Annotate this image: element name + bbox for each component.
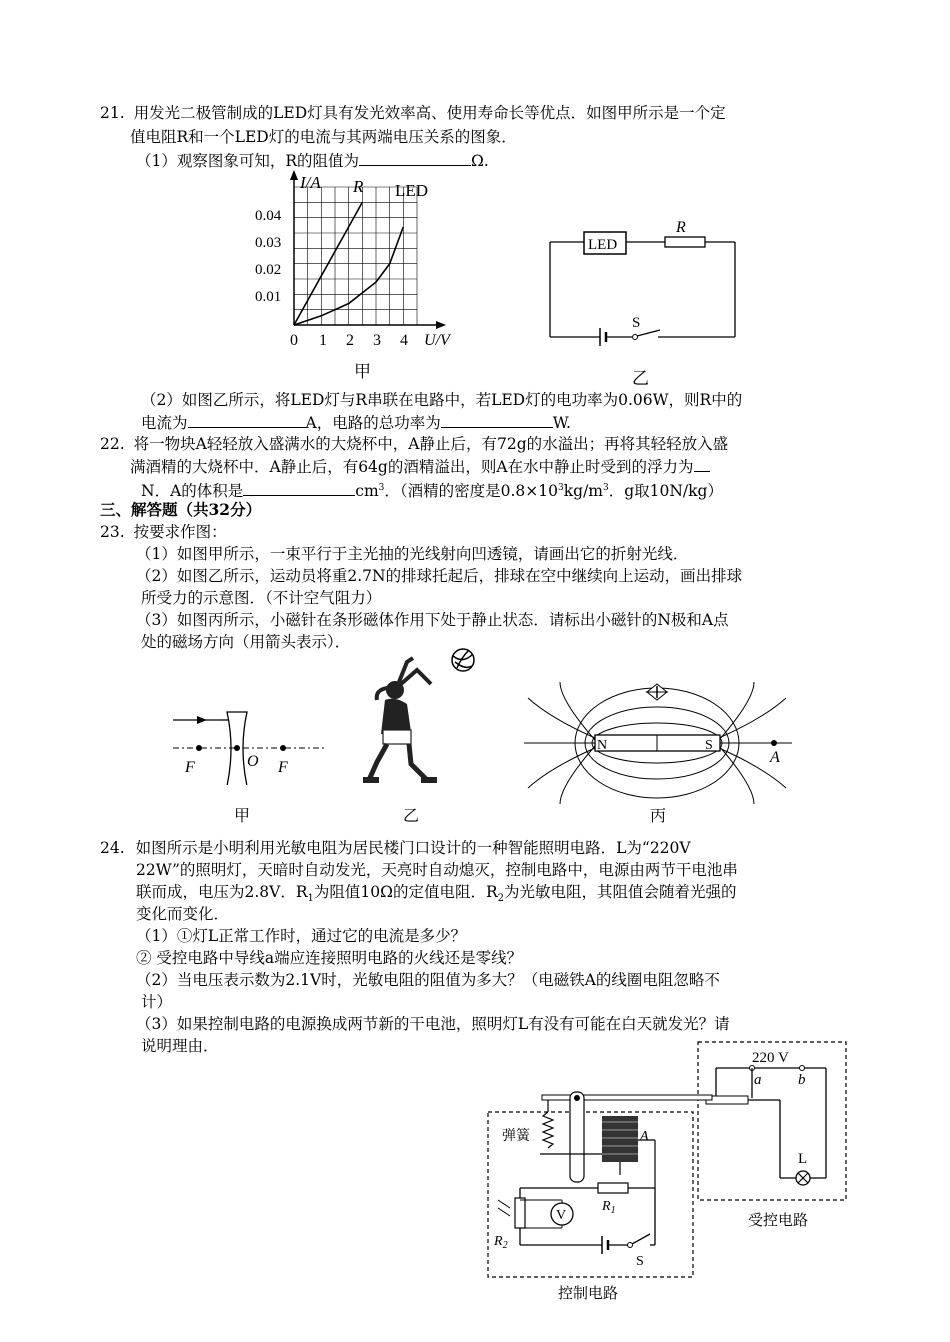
ponytail bbox=[377, 688, 387, 700]
x-axis-label: U/V bbox=[424, 332, 450, 349]
q24-line1 bbox=[100, 838, 691, 858]
curve-r-label: R bbox=[353, 177, 364, 196]
q22-text-3c: ．（酒精的密度是0.8×10 bbox=[384, 482, 559, 501]
graph-grid bbox=[294, 187, 417, 325]
q24-text-4: 变化而变化． bbox=[136, 905, 230, 923]
raised-arms bbox=[401, 670, 431, 684]
q23-line0 bbox=[100, 522, 227, 542]
q22-sup: 3 bbox=[558, 483, 564, 493]
origin-label: 0 bbox=[290, 332, 298, 349]
graph-caption: 甲 bbox=[354, 362, 371, 381]
circuit-caption: 乙 bbox=[632, 369, 649, 387]
terminal-b-label: b bbox=[798, 1072, 806, 1088]
q23-p1: （1）如图甲所示，一束平行于主光抽的光线射向凹透镜，请画出它的折射光线． bbox=[136, 545, 689, 563]
q22-line3 bbox=[141, 478, 723, 501]
switch-label: S bbox=[636, 1254, 644, 1269]
x-tick: 4 bbox=[400, 332, 408, 349]
r2-label: $R_2$ bbox=[494, 1234, 508, 1251]
q22-number: 22. bbox=[100, 435, 125, 453]
q23-p2-2: 所受力的示意图．（不计空气阻力） bbox=[141, 589, 382, 607]
answer-blank[interactable] bbox=[694, 456, 710, 472]
y-axis-arrow bbox=[290, 170, 298, 180]
magnet-label: A bbox=[640, 1129, 649, 1144]
q22-sup: 3 bbox=[602, 483, 609, 493]
electromagnet-a bbox=[602, 1116, 638, 1162]
circuit-yi bbox=[540, 212, 740, 387]
q22-text-1: 将一物块A轻轻放入盛满水的大烧杯中，A静止后，有72g的水溢出；再将其轻轻放入盛 bbox=[133, 435, 729, 453]
player-body bbox=[381, 699, 411, 734]
q23-p3-2: 处的磁场方向（用箭头表示）． bbox=[141, 633, 351, 651]
y-tick: 0.01 bbox=[255, 289, 282, 305]
voltage-label: 220 V bbox=[752, 1050, 789, 1066]
resistor-r1 bbox=[598, 1183, 628, 1193]
point-a-label: A bbox=[770, 749, 780, 766]
fig23-lens bbox=[165, 700, 330, 785]
section-3-title: 三、解答题（共32分） bbox=[100, 500, 262, 519]
q24-p3-2: 说明理由． bbox=[141, 1037, 219, 1055]
q21-part2-c: W. bbox=[552, 414, 571, 432]
q21-part2-1: （2）如图乙所示，将LED灯与R串联在电路中，若LED灯的电功率为0.06W，则R中的 bbox=[141, 391, 743, 409]
q22-text-2: 满酒精的大烧杯中．A静止后，有64g的酒精溢出，则A在水中静止时受到的浮力为 bbox=[130, 458, 694, 476]
x-tick: 2 bbox=[346, 332, 354, 349]
q21-stem-2: 值电阻R和一个LED灯的电流与其两端电压关系的图象． bbox=[130, 128, 517, 146]
q21-part2-a: 电流为 bbox=[141, 414, 188, 432]
q21-number: 21. bbox=[100, 104, 125, 122]
fig23-caption-bing: 丙 bbox=[650, 806, 667, 825]
q22-line2 bbox=[130, 456, 710, 477]
r-label: R bbox=[676, 219, 686, 236]
player-legs bbox=[369, 744, 427, 780]
pivot-post bbox=[570, 1092, 584, 1182]
light-arrows bbox=[498, 1200, 510, 1216]
resistor-r bbox=[665, 237, 705, 247]
q24-p2-2: 计） bbox=[141, 993, 173, 1011]
q24-text-2: 22W”的照明灯，天暗时自动发光，天亮时自动熄灭，控制电路中，电源由两节干电池串 bbox=[136, 861, 738, 879]
q21-part2-b: A，电路的总功率为 bbox=[305, 414, 441, 432]
q24-sub: 1 bbox=[307, 893, 314, 905]
o-label: O bbox=[247, 753, 259, 770]
spring bbox=[543, 1112, 553, 1148]
switch-s bbox=[632, 1234, 650, 1244]
optical-center bbox=[234, 745, 240, 751]
answer-blank[interactable] bbox=[188, 412, 306, 428]
q24-text-3a: 联而成，电压为2.8V．R bbox=[136, 883, 308, 901]
led-label: LED bbox=[588, 237, 618, 253]
q22-sup: 3 bbox=[378, 483, 385, 493]
q24-p2-1: （2）当电压表示数为2.1V时，光敏电阻的阻值为多大？（电磁铁A的线圈电阻忽略不 bbox=[136, 971, 720, 989]
ray-arrow bbox=[197, 716, 207, 724]
lamp-label: L bbox=[798, 1151, 808, 1167]
answer-blank[interactable] bbox=[359, 150, 471, 166]
graph-jia bbox=[250, 168, 470, 383]
y-tick: 0.03 bbox=[255, 235, 282, 251]
q22-text-3e: ．g取10N/kg） bbox=[608, 482, 723, 501]
f-right-label: F bbox=[278, 759, 288, 776]
q24-p1b: ② 受控电路中导线a端应连接照明电路的火线还是零线？ bbox=[136, 949, 523, 967]
q22-text-3d: kg/m bbox=[563, 482, 603, 501]
y-axis-label: I/A bbox=[300, 173, 321, 192]
point-a bbox=[771, 740, 777, 746]
f-left-label: F bbox=[185, 759, 195, 776]
photoresistor-r2 bbox=[515, 1198, 525, 1228]
q21-part2-2 bbox=[141, 412, 571, 433]
x-tick: 1 bbox=[319, 332, 327, 349]
y-tick: 0.02 bbox=[255, 262, 282, 278]
fig23-magnet bbox=[520, 680, 800, 805]
q22-text-3b: cm bbox=[355, 482, 379, 501]
focus-left bbox=[196, 745, 202, 751]
q22-text-3a: N．A的体积是 bbox=[141, 482, 244, 501]
q21-part1-unit: Ω. bbox=[471, 152, 489, 170]
x-axis-arrow bbox=[436, 321, 446, 329]
curve-led-label: LED bbox=[395, 181, 429, 200]
terminal-a-label: a bbox=[754, 1072, 762, 1088]
q23-p3-1: （3）如图丙所示，小磁针在条形磁体作用下处于静止状态．请标出小磁针的N极和A点 bbox=[136, 611, 729, 629]
q22-line1 bbox=[100, 434, 728, 454]
q21-part1-text: （1）观察图象可知，R的阻值为 bbox=[136, 152, 360, 170]
q21-stem-1: 用发光二极管制成的LED灯具有发光效率高、使用寿命长等优点．如图甲所示是一个定 bbox=[133, 104, 726, 122]
fig24-circuit bbox=[480, 1040, 850, 1305]
x-tick: 3 bbox=[373, 332, 381, 349]
q24-text-1: 如图所示是小明利用光敏电阻为居民楼门口设计的一种智能照明电路．L为“220V bbox=[135, 839, 691, 857]
q23-stem: 按要求作图： bbox=[133, 523, 227, 541]
q24-p1a: （1）①灯L正常工作时，通过它的电流是多少？ bbox=[136, 927, 467, 945]
q23-p2-1: （2）如图乙所示，运动员将重2.7N的排球托起后，排球在空中继续向上运动，画出排球 bbox=[136, 567, 743, 585]
magnet-s-label: S bbox=[705, 738, 713, 753]
controlled-caption: 受控电路 bbox=[748, 1213, 809, 1229]
switch-s bbox=[637, 330, 660, 336]
q24-number: 24. bbox=[100, 839, 125, 857]
fig23-caption-yi: 乙 bbox=[403, 806, 420, 825]
armature-lever bbox=[542, 1095, 712, 1100]
voltmeter-label: V bbox=[556, 1208, 567, 1223]
shorts bbox=[383, 730, 411, 744]
control-caption: 控制电路 bbox=[558, 1286, 619, 1302]
answer-blank[interactable] bbox=[243, 480, 355, 496]
q23-number: 23. bbox=[100, 523, 125, 541]
answer-blank[interactable] bbox=[441, 412, 553, 428]
fig23-caption-jia: 甲 bbox=[234, 806, 251, 825]
fig23-player bbox=[355, 640, 485, 790]
q24-text-3b: 为阻值10Ω的定值电阻．R bbox=[313, 883, 498, 901]
q21-line1 bbox=[100, 103, 726, 123]
spring-label: 弹簧 bbox=[502, 1129, 530, 1144]
focus-right bbox=[280, 745, 286, 751]
q24-text-3c: 为光敏电阻，其阻值会随着光强的 bbox=[504, 883, 737, 901]
q24-sub: 2 bbox=[497, 893, 505, 905]
s-label: S bbox=[632, 315, 641, 331]
q24-p3-1: （3）如果控制电路的电源换成两节新的干电池，照明灯L有没有可能在白天就发光？请 bbox=[136, 1015, 730, 1033]
magnet-n-label: N bbox=[597, 738, 608, 753]
y-tick: 0.04 bbox=[255, 208, 282, 224]
r1-label: $R_1$ bbox=[602, 1199, 616, 1216]
